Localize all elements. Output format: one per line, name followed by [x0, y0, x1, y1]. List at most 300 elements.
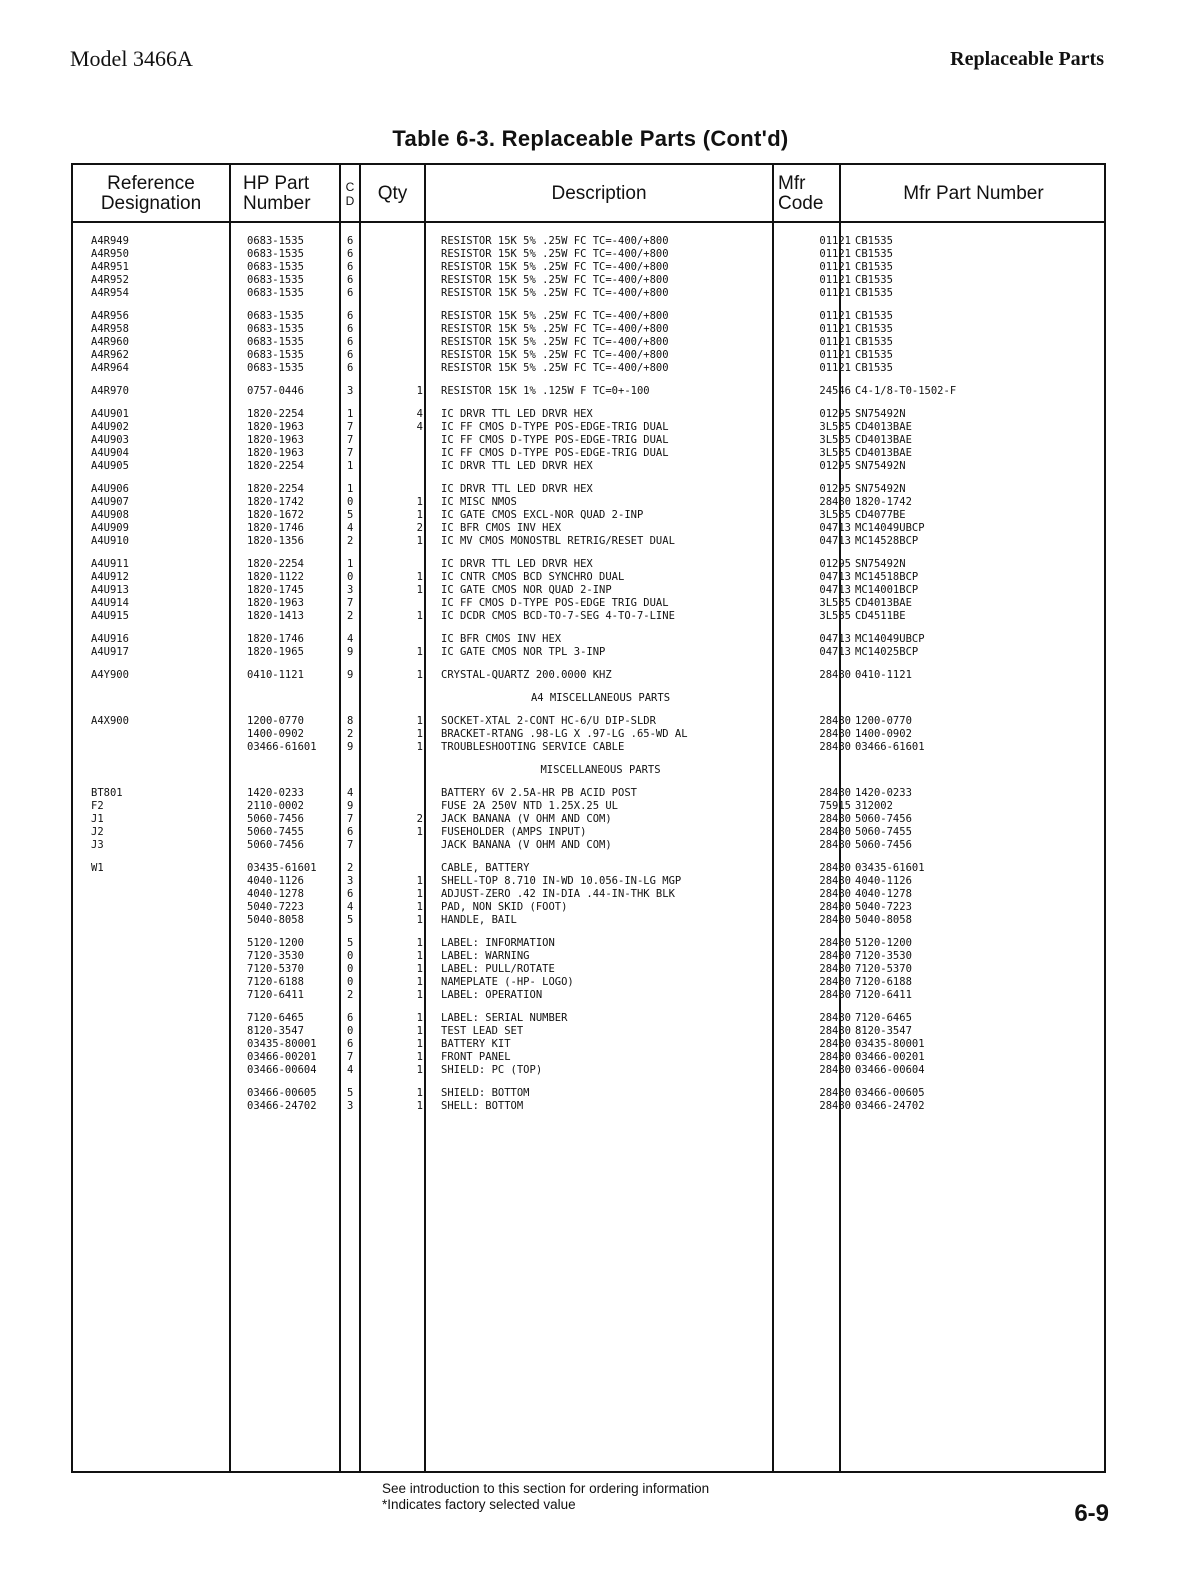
cell-description: IC CNTR CMOS BCD SYNCHRO DUAL — [441, 571, 625, 583]
cell-description: LABEL: WARNING — [441, 950, 530, 962]
cell-mfr-code: 28480 — [819, 862, 851, 874]
row-group — [73, 937, 1104, 1002]
cell-reference: A4U915 — [91, 610, 129, 622]
cell-hp-part-number: 1820-2254 — [247, 408, 304, 420]
cell-mfr-part-number: 03466-00201 — [855, 1051, 925, 1063]
table-row — [73, 826, 1104, 839]
cell-mfr-code: 04713 — [819, 633, 851, 645]
cell-mfr-code: 01121 — [819, 248, 851, 260]
header-text: Mfr — [778, 173, 806, 194]
cell-hp-part-number: 0683-1535 — [247, 261, 304, 273]
cell-quantity: 1 — [416, 1051, 423, 1063]
table-row — [73, 715, 1104, 728]
cell-description: IC DRVR TTL LED DRVR HEX — [441, 483, 593, 495]
cell-mfr-code: 28480 — [819, 496, 851, 508]
cell-check-digit: 6 — [347, 310, 354, 322]
cell-check-digit: 9 — [347, 669, 354, 681]
cell-quantity: 1 — [416, 509, 423, 521]
cell-description: RESISTOR 15K 5% .25W FC TC=-400/+800 — [441, 362, 669, 374]
cell-mfr-part-number: MC14001BCP — [855, 584, 919, 596]
row-group — [73, 715, 1104, 754]
table-row — [73, 633, 1104, 646]
cell-hp-part-number: 7120-3530 — [247, 950, 304, 962]
cell-quantity: 1 — [416, 669, 423, 681]
table-row — [73, 310, 1104, 323]
cell-mfr-part-number: CB1535 — [855, 248, 893, 260]
cell-reference: BT801 — [91, 787, 123, 799]
cell-mfr-part-number: C4-1/8-T0-1502-F — [855, 385, 957, 397]
cell-quantity: 1 — [416, 728, 423, 740]
cell-check-digit: 4 — [347, 522, 354, 534]
table-row — [73, 323, 1104, 336]
cell-description: IC DRVR TTL LED DRVR HEX — [441, 408, 593, 420]
row-group — [73, 787, 1104, 852]
cell-description: FUSEHOLDER (AMPS INPUT) — [441, 826, 587, 838]
parts-table — [71, 163, 1106, 1473]
cell-mfr-part-number: 5060-7456 — [855, 839, 912, 851]
cell-description: RESISTOR 15K 5% .25W FC TC=-400/+800 — [441, 274, 669, 286]
footnotes — [382, 1481, 709, 1513]
cell-reference: A4R956 — [91, 310, 129, 322]
table-row — [73, 496, 1104, 509]
cell-quantity: 1 — [416, 1038, 423, 1050]
cell-description: PAD, NON SKID (FOOT) — [441, 901, 568, 913]
row-group — [73, 1012, 1104, 1077]
cell-hp-part-number: 0683-1535 — [247, 274, 304, 286]
cell-reference: A4U913 — [91, 584, 129, 596]
cell-hp-part-number: 1820-1356 — [247, 535, 304, 547]
section-heading-text: A4 MISCELLANEOUS PARTS — [530, 692, 671, 704]
row-group — [73, 385, 1104, 398]
table-row — [73, 839, 1104, 852]
section-heading — [73, 692, 1104, 705]
cell-mfr-part-number: 03466-24702 — [855, 1100, 925, 1112]
cell-hp-part-number: 1820-1413 — [247, 610, 304, 622]
cell-check-digit: 3 — [347, 385, 354, 397]
cell-mfr-code: 28480 — [819, 888, 851, 900]
cell-hp-part-number: 2110-0002 — [247, 800, 304, 812]
cell-reference: A4U903 — [91, 434, 129, 446]
cell-quantity: 1 — [416, 1087, 423, 1099]
cell-check-digit: 7 — [347, 813, 354, 825]
cell-check-digit: 6 — [347, 362, 354, 374]
cell-description: IC MISC NMOS — [441, 496, 517, 508]
table-row — [73, 1064, 1104, 1077]
cell-description: IC MV CMOS MONOSTBL RETRIG/RESET DUAL — [441, 535, 675, 547]
cell-mfr-part-number: CD4013BAE — [855, 597, 912, 609]
cell-reference: A4Y900 — [91, 669, 129, 681]
cell-quantity: 1 — [416, 1025, 423, 1037]
cell-hp-part-number: 0683-1535 — [247, 336, 304, 348]
cell-check-digit: 1 — [347, 460, 354, 472]
cell-mfr-code: 3L585 — [819, 447, 851, 459]
row-group — [73, 1087, 1104, 1113]
table-row — [73, 584, 1104, 597]
cell-mfr-code: 28480 — [819, 1038, 851, 1050]
table-row — [73, 976, 1104, 989]
table-row — [73, 787, 1104, 800]
cell-reference: A4U906 — [91, 483, 129, 495]
cell-mfr-part-number: CB1535 — [855, 310, 893, 322]
cell-description: IC FF CMOS D-TYPE POS-EDGE-TRIG DUAL — [441, 421, 669, 433]
section-heading — [73, 764, 1104, 777]
table-body — [73, 235, 1104, 1123]
page-number: 6-9 — [1074, 1500, 1109, 1527]
cell-description: RESISTOR 15K 5% .25W FC TC=-400/+800 — [441, 310, 669, 322]
cell-mfr-code: 3L585 — [819, 597, 851, 609]
cell-mfr-part-number: SN75492N — [855, 460, 906, 472]
cell-hp-part-number: 1820-2254 — [247, 558, 304, 570]
table-row — [73, 937, 1104, 950]
table-row — [73, 571, 1104, 584]
table-row — [73, 336, 1104, 349]
cell-check-digit: 3 — [347, 1100, 354, 1112]
cell-check-digit: 6 — [347, 888, 354, 900]
cell-mfr-part-number: SN75492N — [855, 408, 906, 420]
cell-mfr-part-number: 5060-7455 — [855, 826, 912, 838]
cell-check-digit: 5 — [347, 509, 354, 521]
cell-mfr-code: 28480 — [819, 1087, 851, 1099]
cell-hp-part-number: 1820-2254 — [247, 460, 304, 472]
cell-hp-part-number: 1820-1965 — [247, 646, 304, 658]
cell-hp-part-number: 4040-1278 — [247, 888, 304, 900]
cell-mfr-part-number: 7120-5370 — [855, 963, 912, 975]
table-row — [73, 862, 1104, 875]
column-header-description — [426, 169, 772, 219]
cell-reference: A4U917 — [91, 646, 129, 658]
cell-mfr-code: 28480 — [819, 728, 851, 740]
cell-reference: A4U916 — [91, 633, 129, 645]
cell-description: LABEL: INFORMATION — [441, 937, 555, 949]
table-row — [73, 274, 1104, 287]
cell-mfr-code: 01295 — [819, 483, 851, 495]
cell-hp-part-number: 5040-8058 — [247, 914, 304, 926]
cell-mfr-part-number: CD4013BAE — [855, 434, 912, 446]
cell-hp-part-number: 1820-2254 — [247, 483, 304, 495]
cell-hp-part-number: 0683-1535 — [247, 287, 304, 299]
cell-hp-part-number: 03466-24702 — [247, 1100, 317, 1112]
header-text: Reference — [107, 173, 195, 194]
row-group — [73, 558, 1104, 623]
cell-mfr-part-number: CD4013BAE — [855, 421, 912, 433]
cell-hp-part-number: 1420-0233 — [247, 787, 304, 799]
cell-hp-part-number: 0683-1535 — [247, 310, 304, 322]
cell-reference: J1 — [91, 813, 104, 825]
cell-description: FUSE 2A 250V NTD 1.25X.25 UL — [441, 800, 619, 812]
cell-mfr-part-number: MC14049UBCP — [855, 522, 925, 534]
cell-hp-part-number: 7120-6465 — [247, 1012, 304, 1024]
cell-description: RESISTOR 15K 5% .25W FC TC=-400/+800 — [441, 336, 669, 348]
cell-mfr-part-number: 1820-1742 — [855, 496, 912, 508]
cell-description: RESISTOR 15K 5% .25W FC TC=-400/+800 — [441, 261, 669, 273]
section-heading-group — [73, 764, 1104, 777]
cell-description: SHELL-TOP 8.710 IN-WD 10.056-IN-LG MGP — [441, 875, 682, 887]
cell-description: RESISTOR 15K 5% .25W FC TC=-400/+800 — [441, 323, 669, 335]
cell-quantity: 1 — [416, 875, 423, 887]
header-text: Qty — [377, 183, 408, 204]
cell-quantity: 4 — [416, 408, 423, 420]
cell-quantity: 1 — [416, 937, 423, 949]
table-row — [73, 646, 1104, 659]
cell-mfr-part-number: 1420-0233 — [855, 787, 912, 799]
cell-mfr-code: 01121 — [819, 310, 851, 322]
cell-hp-part-number: 0757-0446 — [247, 385, 304, 397]
cell-check-digit: 6 — [347, 248, 354, 260]
cell-reference: A4U911 — [91, 558, 129, 570]
cell-hp-part-number: 03466-00604 — [247, 1064, 317, 1076]
column-header-mfr-part-number — [841, 169, 1106, 219]
cell-reference: A4R962 — [91, 349, 129, 361]
cell-check-digit: 7 — [347, 421, 354, 433]
cell-check-digit: 5 — [347, 937, 354, 949]
cell-mfr-code: 28480 — [819, 989, 851, 1001]
cell-mfr-code: 28480 — [819, 963, 851, 975]
cell-hp-part-number: 7120-6411 — [247, 989, 304, 1001]
cell-check-digit: 6 — [347, 274, 354, 286]
cell-reference: A4R964 — [91, 362, 129, 374]
column-header-hp-part — [243, 169, 339, 219]
cell-mfr-code: 04713 — [819, 646, 851, 658]
cell-description: IC BFR CMOS INV HEX — [441, 522, 562, 534]
cell-hp-part-number: 1820-1122 — [247, 571, 304, 583]
cell-check-digit: 4 — [347, 633, 354, 645]
cell-description: IC FF CMOS D-TYPE POS-EDGE-TRIG DUAL — [441, 447, 669, 459]
cell-description: LABEL: OPERATION — [441, 989, 543, 1001]
row-group — [73, 669, 1104, 682]
cell-hp-part-number: 1400-0902 — [247, 728, 304, 740]
cell-quantity: 1 — [416, 976, 423, 988]
footnote-ordering: See introduction to this section for ordering information — [382, 1481, 710, 1496]
cell-hp-part-number: 03466-00605 — [247, 1087, 317, 1099]
cell-hp-part-number: 03435-80001 — [247, 1038, 317, 1050]
cell-hp-part-number: 1820-1963 — [247, 421, 304, 433]
cell-mfr-part-number: 1200-0770 — [855, 715, 912, 727]
cell-check-digit: 2 — [347, 728, 354, 740]
cell-reference: A4U912 — [91, 571, 129, 583]
cell-hp-part-number: 5120-1200 — [247, 937, 304, 949]
cell-mfr-code: 01121 — [819, 287, 851, 299]
cell-mfr-code: 28480 — [819, 813, 851, 825]
cell-hp-part-number: 7120-5370 — [247, 963, 304, 975]
cell-mfr-code: 28480 — [819, 1051, 851, 1063]
cell-check-digit: 2 — [347, 610, 354, 622]
cell-mfr-part-number: 5040-8058 — [855, 914, 912, 926]
cell-quantity: 1 — [416, 901, 423, 913]
table-row — [73, 728, 1104, 741]
row-group — [73, 633, 1104, 659]
cell-mfr-part-number: 03466-00605 — [855, 1087, 925, 1099]
cell-description: LABEL: PULL/ROTATE — [441, 963, 555, 975]
cell-hp-part-number: 5060-7456 — [247, 839, 304, 851]
cell-mfr-code: 28480 — [819, 901, 851, 913]
cell-description: FRONT PANEL — [441, 1051, 511, 1063]
header-text: Designation — [100, 193, 202, 214]
table-row — [73, 460, 1104, 473]
table-row — [73, 235, 1104, 248]
cell-check-digit: 2 — [347, 989, 354, 1001]
cell-check-digit: 4 — [347, 901, 354, 913]
cell-mfr-part-number: CB1535 — [855, 261, 893, 273]
cell-quantity: 1 — [416, 385, 423, 397]
cell-check-digit: 6 — [347, 287, 354, 299]
cell-description: IC DRVR TTL LED DRVR HEX — [441, 460, 593, 472]
cell-hp-part-number: 7120-6188 — [247, 976, 304, 988]
row-group — [73, 235, 1104, 300]
row-group — [73, 862, 1104, 927]
cell-check-digit: 1 — [347, 408, 354, 420]
cell-reference: A4R949 — [91, 235, 129, 247]
cell-hp-part-number: 5040-7223 — [247, 901, 304, 913]
cell-mfr-part-number: 7120-6465 — [855, 1012, 912, 1024]
row-group — [73, 483, 1104, 548]
cell-check-digit: 6 — [347, 323, 354, 335]
cell-mfr-part-number: 5120-1200 — [855, 937, 912, 949]
table-row — [73, 914, 1104, 927]
cell-mfr-part-number: CD4077BE — [855, 509, 906, 521]
cell-reference: A4R954 — [91, 287, 129, 299]
cell-description: JACK BANANA (V OHM AND COM) — [441, 839, 612, 851]
cell-check-digit: 0 — [347, 1025, 354, 1037]
cell-hp-part-number: 0683-1535 — [247, 248, 304, 260]
cell-check-digit: 1 — [347, 558, 354, 570]
cell-description: IC DCDR CMOS BCD-TO-7-SEG 4-TO-7-LINE — [441, 610, 675, 622]
cell-mfr-code: 01295 — [819, 558, 851, 570]
cell-mfr-part-number: CB1535 — [855, 287, 893, 299]
cell-mfr-part-number: 312002 — [855, 800, 893, 812]
cell-quantity: 1 — [416, 741, 423, 753]
cell-check-digit: 2 — [347, 862, 354, 874]
cell-reference: A4U910 — [91, 535, 129, 547]
cell-mfr-code: 28480 — [819, 1064, 851, 1076]
table-row — [73, 950, 1104, 963]
cell-check-digit: 7 — [347, 447, 354, 459]
cell-check-digit: 4 — [347, 787, 354, 799]
cell-description: ADJUST-ZERO .42 IN-DIA .44-IN-THK BLK — [441, 888, 675, 900]
table-row — [73, 421, 1104, 434]
table-row — [73, 1012, 1104, 1025]
cell-reference: A4U907 — [91, 496, 129, 508]
cell-description: LABEL: SERIAL NUMBER — [441, 1012, 568, 1024]
section-heading-group — [73, 692, 1104, 705]
cell-reference: A4U904 — [91, 447, 129, 459]
cell-check-digit: 0 — [347, 963, 354, 975]
document-model-header: Model 3466A — [70, 46, 193, 71]
row-group — [73, 310, 1104, 375]
cell-check-digit: 6 — [347, 1012, 354, 1024]
cell-reference: A4U902 — [91, 421, 129, 433]
cell-check-digit: 6 — [347, 826, 354, 838]
cell-mfr-code: 28480 — [819, 914, 851, 926]
cell-check-digit: 3 — [347, 875, 354, 887]
cell-hp-part-number: 1820-1746 — [247, 633, 304, 645]
cell-mfr-part-number: CB1535 — [855, 235, 893, 247]
cell-mfr-part-number: CB1535 — [855, 274, 893, 286]
table-row — [73, 408, 1104, 421]
cell-hp-part-number: 0683-1535 — [247, 349, 304, 361]
cell-description: IC FF CMOS D-TYPE POS-EDGE TRIG DUAL — [441, 597, 669, 609]
cell-reference: A4R950 — [91, 248, 129, 260]
cell-mfr-code: 28480 — [819, 937, 851, 949]
table-row — [73, 989, 1104, 1002]
cell-mfr-part-number: MC14528BCP — [855, 535, 919, 547]
section-heading-text: MISCELLANEOUS PARTS — [540, 764, 661, 776]
header-text: Description — [551, 183, 647, 204]
cell-quantity: 1 — [416, 989, 423, 1001]
table-row — [73, 901, 1104, 914]
cell-mfr-code: 01121 — [819, 349, 851, 361]
cell-check-digit: 7 — [347, 1051, 354, 1063]
table-row — [73, 888, 1104, 901]
cell-mfr-code: 28480 — [819, 976, 851, 988]
cell-reference: A4U909 — [91, 522, 129, 534]
column-header-qty — [361, 169, 424, 219]
table-row — [73, 963, 1104, 976]
table-row — [73, 434, 1104, 447]
cell-mfr-part-number: 1400-0902 — [855, 728, 912, 740]
cell-check-digit: 9 — [347, 800, 354, 812]
cell-hp-part-number: 1820-1746 — [247, 522, 304, 534]
cell-mfr-code: 28480 — [819, 669, 851, 681]
cell-reference: J3 — [91, 839, 104, 851]
cell-mfr-code: 01121 — [819, 274, 851, 286]
cell-mfr-part-number: 03435-80001 — [855, 1038, 925, 1050]
cell-hp-part-number: 1820-1963 — [247, 434, 304, 446]
cell-check-digit: 4 — [347, 1064, 354, 1076]
table-row — [73, 741, 1104, 754]
cell-mfr-code: 04713 — [819, 571, 851, 583]
header-text: Number — [243, 193, 311, 214]
cell-check-digit: 7 — [347, 434, 354, 446]
cell-description: RESISTOR 15K 5% .25W FC TC=-400/+800 — [441, 248, 669, 260]
cell-reference: A4R960 — [91, 336, 129, 348]
cell-reference: W1 — [91, 862, 104, 874]
table-row — [73, 610, 1104, 623]
cell-hp-part-number: 1820-1745 — [247, 584, 304, 596]
cell-description: CABLE, BATTERY — [441, 862, 530, 874]
cell-mfr-code: 01121 — [819, 261, 851, 273]
header-divider — [73, 221, 1104, 223]
table-row — [73, 261, 1104, 274]
cell-description: IC FF CMOS D-TYPE POS-EDGE-TRIG DUAL — [441, 434, 669, 446]
table-row — [73, 558, 1104, 571]
cell-description: IC GATE CMOS EXCL-NOR QUAD 2-INP — [441, 509, 644, 521]
cell-check-digit: 6 — [347, 1038, 354, 1050]
cell-mfr-code: 28480 — [819, 741, 851, 753]
cell-mfr-part-number: MC14518BCP — [855, 571, 919, 583]
cell-quantity: 1 — [416, 610, 423, 622]
cell-check-digit: 7 — [347, 839, 354, 851]
cell-description: RESISTOR 15K 5% .25W FC TC=-400/+800 — [441, 235, 669, 247]
cell-quantity: 1 — [416, 950, 423, 962]
cell-description: BATTERY 6V 2.5A-HR PB ACID POST — [441, 787, 637, 799]
cell-check-digit: 0 — [347, 976, 354, 988]
cell-hp-part-number: 0683-1535 — [247, 323, 304, 335]
cell-check-digit: 6 — [347, 349, 354, 361]
cell-mfr-part-number: 7120-6411 — [855, 989, 912, 1001]
cell-mfr-part-number: SN75492N — [855, 483, 906, 495]
table-row — [73, 509, 1104, 522]
cell-reference: A4U908 — [91, 509, 129, 521]
header-text: HP Part — [243, 173, 310, 194]
cell-mfr-part-number: 7120-3530 — [855, 950, 912, 962]
header-text: C — [345, 180, 355, 194]
cell-quantity: 1 — [416, 715, 423, 727]
cell-mfr-code: 01295 — [819, 460, 851, 472]
table-row — [73, 248, 1104, 261]
cell-quantity: 1 — [416, 646, 423, 658]
cell-description: NAMEPLATE (-HP- LOGO) — [441, 976, 574, 988]
cell-hp-part-number: 0410-1121 — [247, 669, 304, 681]
